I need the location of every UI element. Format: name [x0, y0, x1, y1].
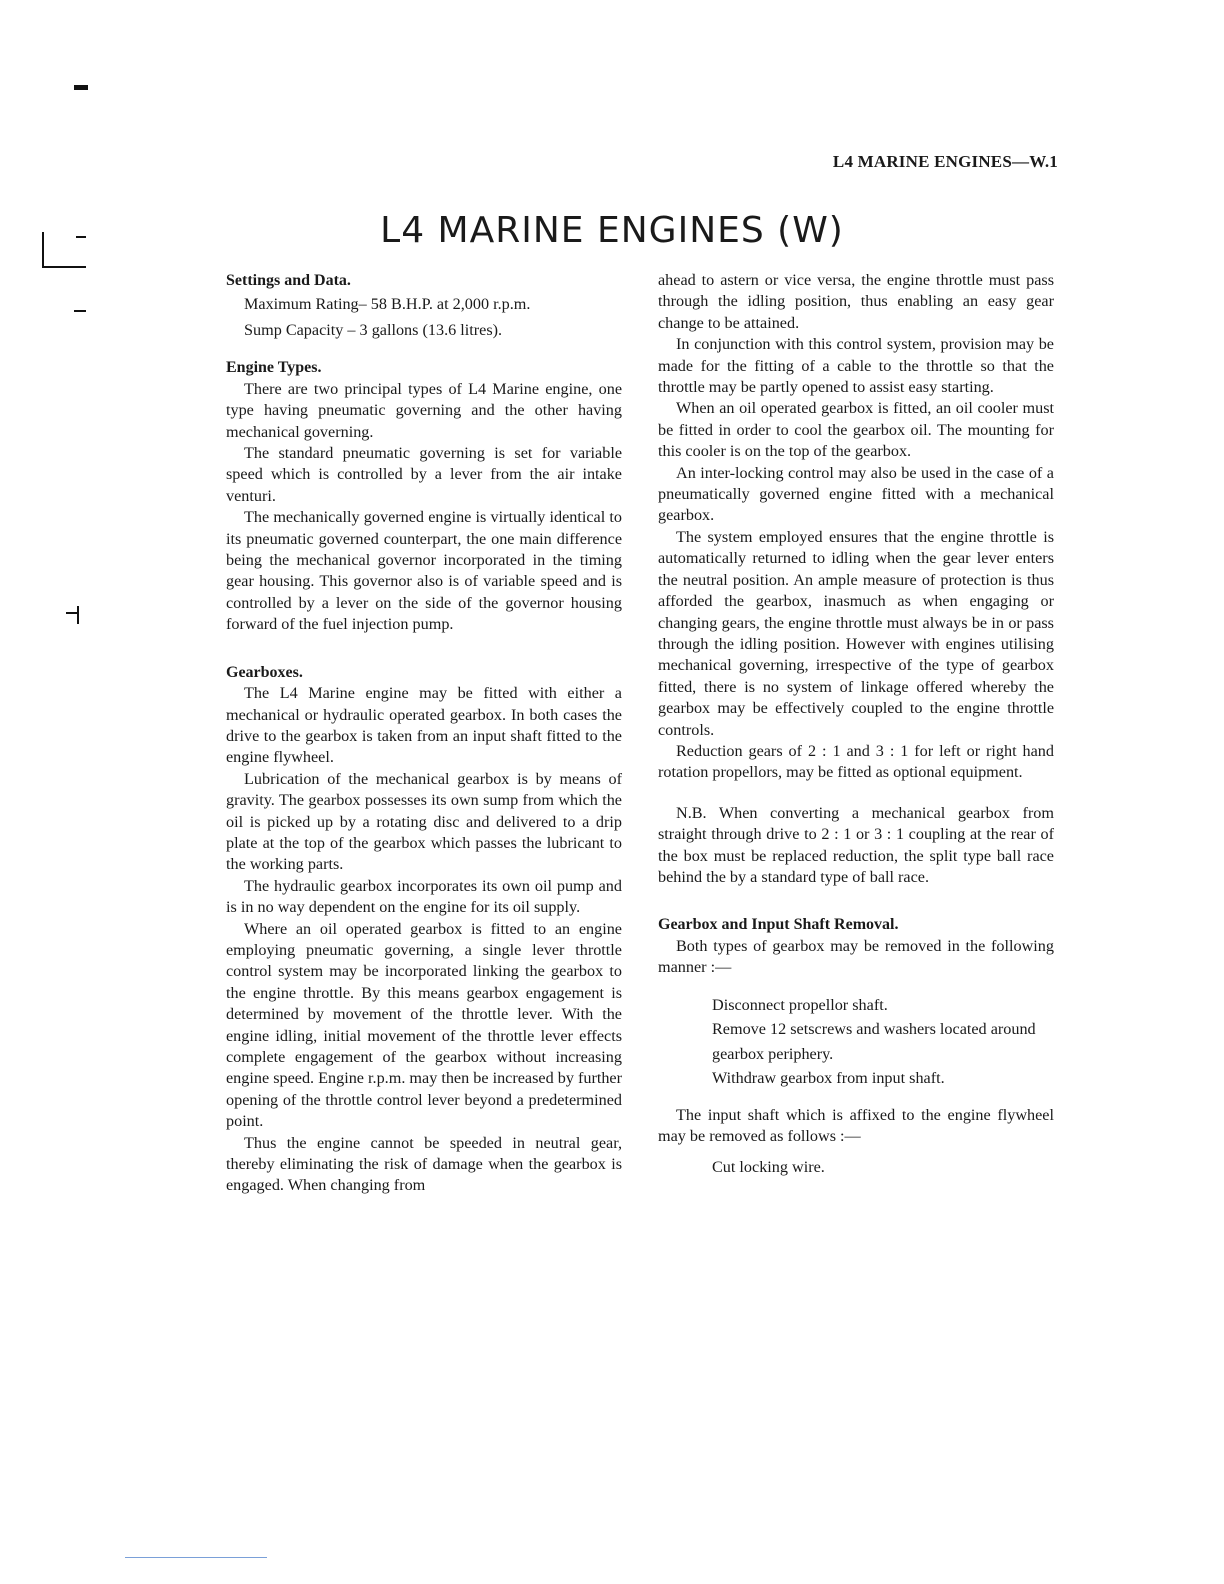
left-column [226, 270, 622, 1197]
paragraph: The mechanically governed engine is virtually identical to its pneumatic governed counterpart, the one main difference being the mechanical governor incorporated in the timing gear housing. This governor also is of variable speed and is controlled by a lever on the side of the governor housing forward of the fuel injection pump. [226, 508, 622, 634]
settings-heading: Settings and Data. [226, 272, 351, 289]
settings-line: Maximum Rating– 58 B.H.P. at 2,000 r.p.m. [244, 295, 531, 314]
gearboxes-heading: Gearboxes. [226, 663, 303, 681]
paragraph: Reduction gears of 2 : 1 and 3 : 1 for left or right hand rotation propellors, may be fitted as optional equipment. [658, 741, 1054, 782]
list-item: Disconnect propellor shaft. [712, 995, 888, 1014]
running-header: L4 MARINE ENGINES—W.1 [832, 152, 1058, 171]
paragraph: ahead to astern or vice versa, the engine throttle must pass through the idling position, thus enabling an easy gear change to be attained. [658, 271, 1054, 332]
paragraph: Where an oil operated gearbox is fitted to an engine employing pneumatic governing, a single lever throttle control system may be incorporated linking the gearbox to the engine throttle. By this means gearbox engagement is determined by movement of the throttle lever. With the engine idling, initial movement of the throttle lever effects complete engagement of the gearbox without increasing engine speed. Engine r.p.m. may then be increased by further opening of the throttle control lever beyond a predetermined point. [226, 919, 623, 1131]
paragraph: The hydraulic gearbox incorporates its own oil pump and is in no way dependent on the engine for its oil supply. [226, 876, 622, 917]
removal-heading: Gearbox and Input Shaft Removal. [658, 916, 899, 934]
paragraph: There are two principal types of L4 Marine engine, one type having pneumatic governing and the other having mechanical governing. [226, 379, 622, 441]
right-column [658, 270, 1054, 1180]
margin-mark [74, 85, 88, 90]
engine-types-heading: Engine Types. [226, 359, 322, 377]
nb-note: N.B. When converting a mechanical gearbox from straight through drive to 2 : 1 or 3 : 1 coupling at the rear of the box must be replaced reduction, the split type ball race behind the by a standard type of ball race. [658, 803, 1054, 886]
paragraph: Thus the engine cannot be speeded in neutral gear, thereby eliminating the risk of damage when the gearbox is engaged. When changing from [226, 1133, 622, 1195]
paragraph: Lubrication of the mechanical gearbox is by means of gravity. The gearbox possesses its own sump from which the oil is picked up by a rotating disc and delivered to a drip plate at the top of the gearbox which passes the lubricant to the working parts. [226, 769, 622, 874]
paragraph: The input shaft which is affixed to the engine flywheel may be removed as follows :— [658, 1105, 1054, 1145]
margin-mark [74, 310, 86, 312]
input-shaft-steps [658, 1155, 1054, 1180]
list-item: Remove 12 setscrews and washers located around gearbox periphery. [712, 1020, 1036, 1063]
settings-line: Sump Capacity – 3 gallons (13.6 litres). [244, 321, 503, 340]
paragraph: The system employed ensures that the engine throttle is automatically returned to idling when the gear lever enters the neutral position. An ample measure of protection is thus afforded the gearbox, inasmuch as when engaging or changing gears, the engine throttle must always be in or pass through the idling position. However with engines utilising mechanical governing, irrespective of the type of gearbox fitted, there is no system of linkage offered whereby the gearbox may be effectively coupled to the engine throttle controls. [658, 527, 1054, 739]
paragraph: The L4 Marine engine may be fitted with either a mechanical or hydraulic operated gearbox. In both cases the drive to the gearbox is taken from an input shaft fitted to the engine flywheel. [226, 684, 622, 767]
footer-rule [125, 1557, 267, 1558]
margin-mark [42, 266, 86, 268]
removal-steps [658, 993, 1054, 1091]
list-item: Withdraw gearbox from input shaft. [712, 1069, 945, 1088]
paragraph: An inter-locking control may also be used in the case of a pneumatically governed engine fitted with a mechanical gearbox. [658, 463, 1054, 525]
list-item: Cut locking wire. [712, 1158, 825, 1177]
paragraph: Both types of gearbox may be removed in the following manner :— [658, 936, 1054, 977]
page-title: L4 MARINE ENGINES (W) [380, 210, 844, 251]
paragraph: The standard pneumatic governing is set for variable speed which is controlled by a lever from the air intake venturi. [226, 444, 622, 505]
paragraph: In conjunction with this control system, provision may be made for the fitting of a cable to the throttle so that the throttle may be partly opened to assist easy starting. [658, 335, 1054, 397]
paragraph: When an oil operated gearbox is fitted, an oil cooler must be fitted in order to cool the gearbox oil. The mounting for this cooler is on the top of the gearbox. [658, 399, 1054, 461]
margin-mark [77, 606, 79, 624]
